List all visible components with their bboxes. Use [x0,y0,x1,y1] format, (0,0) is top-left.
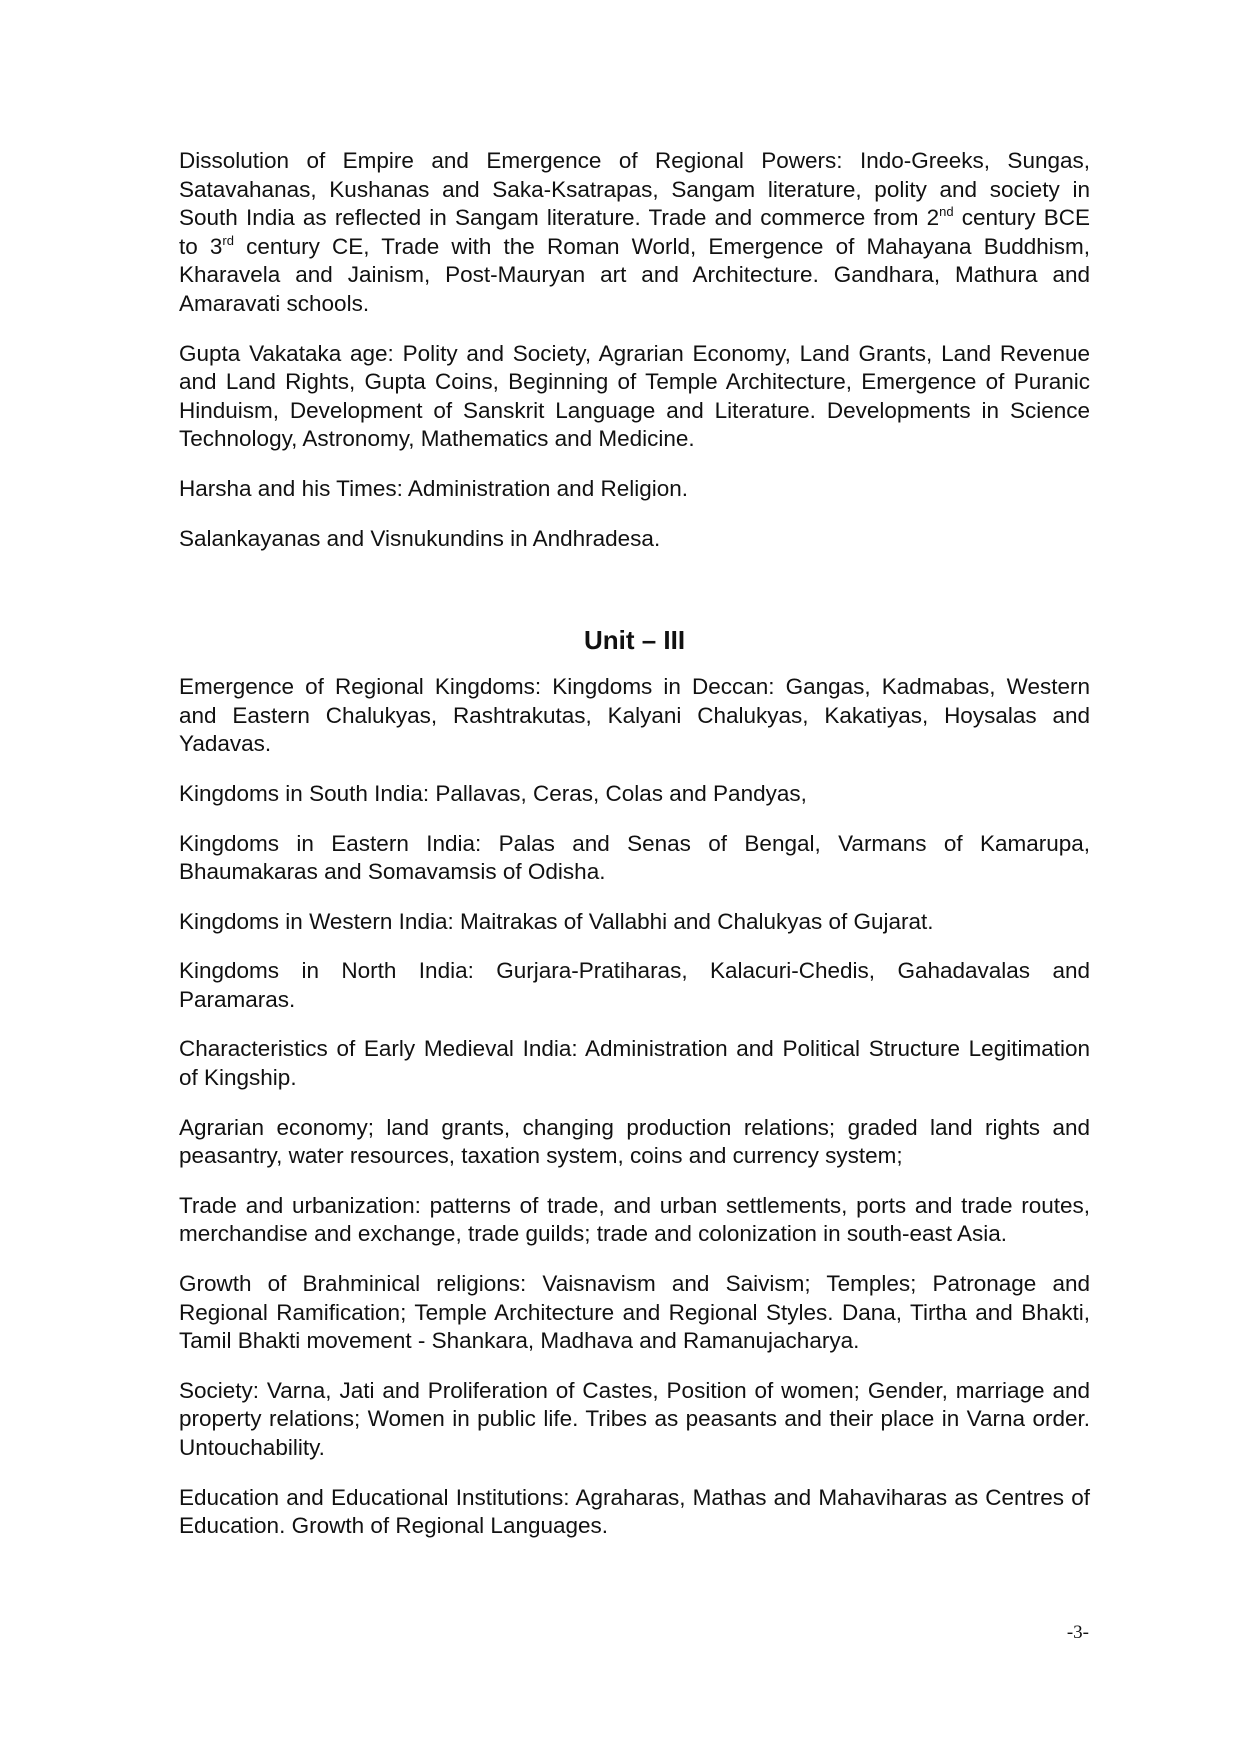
paragraph-text: century BCE to 3 [179,205,1090,259]
page-content [179,147,1090,1562]
paragraph-eastern-india: Kingdoms in Eastern India: Palas and Senas of Bengal, Varmans of Kamarupa, Bhaumakaras and Somavamsis of Odisha. [179,830,1090,885]
superscript-rd: rd [222,232,234,248]
page-number: -3- [1066,1622,1089,1643]
paragraph-early-medieval: Characteristics of Early Medieval India: Administration and Political Structure Legitimation of Kingship. [179,1036,1090,1091]
paragraph-western-india: Kingdoms in Western India: Maitrakas of Vallabhi and Chalukyas of Gujarat. [179,908,934,934]
paragraph-agrarian-economy: Agrarian economy; land grants, changing production relations; graded land rights and peasantry, water resources, taxation system, coins and currency system; [179,1114,1090,1169]
paragraph-harsha: Harsha and his Times: Administration and Religion. [179,475,689,501]
paragraph-north-india: Kingdoms in North India: Gurjara-Pratiharas, Kalacuri-Chedis, Gahadavalas and Paramaras. [179,958,1090,1012]
paragraph-gupta-vakataka: Gupta Vakataka age: Polity and Society, Agrarian Economy, Land Grants, Land Revenue and Land Rights, Gupta Coins, Beginning of Temple Architecture, Emergence of Puranic Hinduism, Development of Sanskrit Language and Literature. Developments in Science Technology, Astronomy, Mathematics and Medicine. [179,340,1090,452]
paragraph-regional-kingdoms: Emergence of Regional Kingdoms: Kingdoms in Deccan: Gangas, Kadmabas, Western and Eastern Chalukyas, Rashtrakutas, Kalyani Chalukyas, Kakatiyas, Hoysalas and Yadavas. [179,674,1090,757]
paragraph-trade-urbanization: Trade and urbanization: patterns of trade, and urban settlements, ports and trade routes, merchandise and exchange, trade guilds; trade and colonization in south-east Asia. [179,1192,1090,1247]
paragraph-text: Dissolution of Empire and Emergence of Regional Powers: Indo-Greeks, Sungas, Satavahanas, Kushanas and Saka-Ksatrapas, Sangam literature, polity and society in South India as reflected in Sangam literature. Trade and commerce from 2 [179,148,1090,231]
paragraph-brahminical-religions: Growth of Brahminical religions: Vaisnavism and Saivism; Temples; Patronage and Regional Ramification; Temple Architecture and Regional Styles. Dana, Tirtha and Bhakti, Tamil Bhakti movement - Shankara, Madhava and Ramanujacharya. [179,1271,1090,1354]
unit-heading: Unit – III [583,625,686,656]
paragraph-dissolution-of-empire [179,147,1090,319]
paragraph-text: century CE, Trade with the Roman World, Emergence of Mahayana Buddhism, Kharavela and Jainism, Post-Mauryan art and Architecture. Gandhara, Mathura and Amaravati schools. [179,233,1090,316]
paragraph-society: Society: Varna, Jati and Proliferation of Castes, Position of women; Gender, marriage and property relations; Women in public life. Tribes as peasants and their place in Varna order. Untouchability. [179,1377,1090,1460]
superscript-nd: nd [939,204,954,220]
paragraph-education: Education and Educational Institutions: Agraharas, Mathas and Mahaviharas as Centres of Education. Growth of Regional Languages. [179,1484,1090,1539]
paragraph-south-india: Kingdoms in South India: Pallavas, Ceras, Colas and Pandyas, [179,780,807,806]
paragraph-salankayanas: Salankayanas and Visnukundins in Andhradesa. [179,525,661,551]
